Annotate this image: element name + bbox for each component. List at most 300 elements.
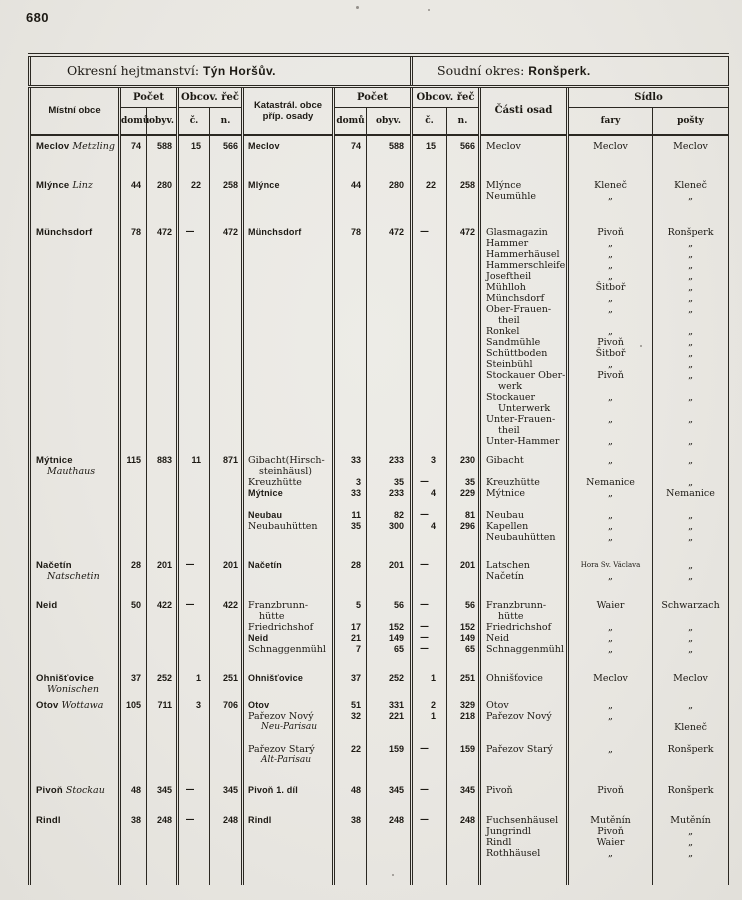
cell-osada-rec-ceska	[412, 695, 447, 780]
num-value	[367, 271, 404, 282]
num-value: 3	[195, 700, 201, 710]
katastral-name-line: Friedrichshof	[248, 622, 314, 633]
num-value	[413, 392, 436, 403]
num-value	[335, 837, 361, 848]
num-value: —	[420, 510, 430, 520]
num-value	[367, 403, 404, 414]
num-value	[447, 326, 475, 337]
num-value: 251	[222, 673, 238, 683]
num-value: 300	[388, 521, 405, 531]
osada-name-line: Unter-Hammer	[486, 436, 560, 447]
fara-line: Hora Sv. Václava	[580, 561, 641, 569]
posta-line: „	[688, 282, 693, 293]
cell-osada-rec-nemecka	[447, 222, 480, 450]
osada-name-line: Načetín	[486, 571, 524, 582]
cell-sidlo-fary	[568, 135, 653, 175]
cell-osada-obyv	[367, 780, 412, 810]
posta-line	[653, 733, 728, 744]
katastral-name-line: Otov	[248, 700, 270, 710]
num-value	[447, 403, 475, 414]
cell-casti-osad	[480, 450, 568, 555]
num-value	[335, 425, 361, 436]
district-hejtmanstvi-cell	[30, 55, 412, 86]
osada-name-line	[486, 755, 565, 766]
cell-osada-domu	[334, 135, 367, 175]
katastral-name-line: Pařezov Starý	[248, 744, 315, 755]
katastral-name-line: Franzbrunn-	[248, 600, 309, 611]
num-value: 15	[190, 141, 201, 151]
posta-line: „	[688, 238, 693, 249]
cell-osada-rec-ceska	[412, 668, 447, 695]
katastral-name-line: Schnaggenmühl	[248, 644, 326, 655]
fara-line: „	[608, 191, 613, 202]
cell-casti-osad	[480, 780, 568, 810]
obec-name-line	[36, 180, 116, 191]
num-value	[413, 191, 436, 202]
cell-obcov-rec-ceska	[178, 668, 210, 695]
cell-obcov-rec-nemecka	[210, 810, 243, 885]
cell-osada-obyv	[367, 810, 412, 885]
num-value	[335, 260, 361, 271]
num-value	[413, 733, 436, 744]
num-value: 871	[222, 455, 238, 465]
num-value: 1	[195, 673, 201, 683]
num-value	[335, 571, 361, 582]
cell-sidlo-posty	[653, 555, 729, 595]
num-value: 37	[130, 673, 141, 683]
cell-pocet-obyv	[147, 222, 178, 450]
posta-line: Ronšperk	[667, 785, 714, 796]
num-value: —	[420, 560, 430, 570]
num-value: 248	[388, 815, 405, 825]
osada-name-line: Rindl	[486, 837, 512, 848]
cell-pocet-domu	[120, 595, 147, 668]
posta-line: „	[688, 633, 693, 644]
num-value: —	[420, 600, 430, 610]
obec-german-line	[36, 466, 116, 477]
katastral-name-line	[248, 326, 331, 337]
num-value	[447, 392, 475, 403]
num-value	[335, 611, 361, 622]
cell-obcov-rec-ceska	[178, 595, 210, 668]
osada-name-line: Kapellen	[486, 521, 529, 532]
num-value	[335, 293, 361, 304]
katastral-name-line	[248, 826, 331, 837]
cell-osada-obyv	[367, 222, 412, 450]
obec-name: Rindl	[36, 815, 61, 826]
fara-line	[569, 611, 652, 622]
cell-casti-osad	[480, 695, 568, 780]
obec-name-line	[36, 673, 116, 684]
osada-name-line	[486, 499, 565, 510]
posta-line: „	[688, 260, 693, 271]
num-value: 201	[459, 560, 476, 570]
num-value: 472	[459, 227, 476, 237]
num-value: 74	[130, 141, 141, 151]
fara-line: „	[608, 571, 613, 582]
num-value	[447, 848, 475, 859]
num-value: 4	[431, 521, 437, 531]
osada-name-line: Hammer	[486, 238, 529, 249]
num-value: —	[185, 600, 195, 610]
obec-name-line	[36, 141, 116, 152]
num-value	[413, 755, 436, 766]
num-value	[413, 826, 436, 837]
num-value	[447, 191, 475, 202]
num-value: 233	[388, 488, 405, 498]
cell-mistni-obce	[30, 810, 120, 885]
num-value	[447, 249, 475, 260]
osada-name-line: Rothhäusel	[486, 848, 541, 859]
cell-osada-domu	[334, 695, 367, 780]
posta-line: „	[688, 532, 693, 543]
num-value	[413, 337, 436, 348]
num-value: 65	[465, 644, 476, 654]
obec-german-name: Linz	[72, 180, 93, 191]
num-value	[367, 837, 404, 848]
katastral-name-line	[248, 414, 331, 425]
num-value	[335, 337, 361, 348]
num-value: 2	[431, 700, 437, 710]
osada-name-line: Kreuzhütte	[486, 477, 540, 488]
num-value: 345	[459, 785, 476, 795]
katastral-name-line: hütte	[259, 611, 285, 622]
num-value: 22	[190, 180, 201, 190]
num-value	[447, 436, 475, 447]
obec-name-line	[36, 560, 116, 571]
fara-line: Šitboř	[595, 348, 626, 359]
posta-line: „	[688, 293, 693, 304]
cell-mistni-obce	[30, 695, 120, 780]
num-value	[413, 348, 436, 359]
num-value	[367, 315, 404, 326]
okresni-hejtmanstvi-label: Okresní hejtmanství:	[67, 63, 200, 79]
num-value	[367, 571, 404, 582]
katastral-name-line	[248, 304, 331, 315]
posta-line	[653, 711, 728, 722]
fara-line: „	[608, 238, 613, 249]
num-value	[335, 348, 361, 359]
cell-osada-rec-ceska	[412, 555, 447, 595]
obec-name-line	[36, 700, 116, 711]
num-value	[413, 571, 436, 582]
cell-obcov-rec-nemecka	[210, 450, 243, 555]
num-value	[413, 304, 436, 315]
cell-mistni-obce	[30, 135, 120, 175]
num-value: 201	[156, 560, 172, 570]
num-value	[447, 348, 475, 359]
osada-name-line: Gibacht	[486, 455, 524, 466]
num-value	[335, 466, 361, 477]
num-value	[413, 315, 436, 326]
num-value: 566	[222, 141, 238, 151]
num-value	[447, 271, 475, 282]
osada-name-line: Stockauer Ober-	[486, 370, 566, 381]
cell-osada-domu	[334, 222, 367, 450]
cell-osada-rec-ceska	[412, 595, 447, 668]
katastral-name-line	[248, 733, 331, 744]
num-value	[367, 425, 404, 436]
cell-osada-domu	[334, 555, 367, 595]
num-value: 233	[388, 455, 405, 465]
num-value	[447, 293, 475, 304]
num-value: 159	[388, 744, 405, 754]
cell-obcov-rec-nemecka	[210, 135, 243, 175]
num-value	[367, 348, 404, 359]
num-value	[367, 326, 404, 337]
fara-line: Pivoň	[597, 227, 624, 238]
num-value: —	[185, 560, 195, 570]
cell-sidlo-posty	[653, 175, 729, 222]
num-value: —	[420, 785, 430, 795]
num-value	[413, 370, 436, 381]
osada-name-line: Glasmagazin	[486, 227, 548, 238]
district-soudni-okres-cell	[412, 55, 729, 86]
cell-pocet-domu	[120, 450, 147, 555]
cell-osada-obyv	[367, 135, 412, 175]
osada-name-line: Otov	[486, 700, 509, 711]
num-value	[447, 359, 475, 370]
cell-osada-rec-ceska	[412, 222, 447, 450]
obec-german-name: Natschetin	[47, 571, 100, 582]
num-value: 38	[130, 815, 141, 825]
cell-pocet-domu	[120, 222, 147, 450]
posta-line: „	[688, 455, 693, 466]
num-value	[367, 359, 404, 370]
katastral-name-line: Alt-Parisau	[261, 755, 312, 765]
cell-osada-rec-ceska	[412, 810, 447, 885]
cell-osada-domu	[334, 175, 367, 222]
posta-line: Kleneč	[674, 180, 707, 191]
fara-line: „	[608, 532, 613, 543]
posta-line: Meclov	[673, 673, 708, 684]
obec-name: Mýtnice	[36, 455, 73, 466]
cell-sidlo-posty	[653, 810, 729, 885]
num-value: 159	[459, 744, 476, 754]
num-value	[413, 425, 436, 436]
fara-line: „	[608, 436, 613, 447]
num-value	[447, 499, 475, 510]
fara-line: „	[608, 510, 613, 521]
num-value: 149	[459, 633, 476, 643]
cell-obcov-rec-nemecka	[210, 668, 243, 695]
cell-obcov-rec-ceska	[178, 810, 210, 885]
col-header-casti-osad: Části osad	[480, 86, 568, 135]
posta-line: „	[688, 359, 693, 370]
osada-name-line: Stockauer	[486, 392, 536, 403]
osada-name-line: Neubau	[486, 510, 524, 521]
posta-line: „	[688, 521, 693, 532]
num-value	[367, 260, 404, 271]
fara-line: Nemanice	[586, 477, 635, 488]
num-value: 566	[459, 141, 476, 151]
katastral-name-line	[248, 359, 331, 370]
osada-name-line: Münchsdorf	[486, 293, 545, 304]
municipality-row	[30, 695, 729, 780]
katastral-name-line	[248, 425, 331, 436]
num-value	[413, 499, 436, 510]
cell-osada-domu	[334, 780, 367, 810]
num-value	[447, 571, 475, 582]
num-value: 5	[355, 600, 361, 610]
num-value: 218	[459, 711, 476, 721]
posta-line: Nemanice	[666, 488, 715, 499]
num-value: 78	[130, 227, 141, 237]
cell-sidlo-posty	[653, 595, 729, 668]
fara-line: Meclov	[593, 673, 628, 684]
cell-pocet-obyv	[147, 555, 178, 595]
cell-katastral-obce	[243, 175, 334, 222]
osada-name-line	[486, 722, 565, 733]
obec-name-line	[36, 815, 116, 826]
num-value	[367, 370, 404, 381]
cell-casti-osad	[480, 135, 568, 175]
num-value	[447, 425, 475, 436]
fara-line	[569, 466, 652, 477]
col-header-domu-2: domů	[334, 107, 367, 135]
num-value: 711	[157, 700, 172, 710]
obec-name: Načetín	[36, 560, 72, 571]
num-value	[367, 249, 404, 260]
num-value	[367, 414, 404, 425]
posta-line: „	[688, 477, 693, 488]
cell-sidlo-posty	[653, 450, 729, 555]
posta-line: „	[688, 848, 693, 859]
cell-osada-rec-nemecka	[447, 780, 480, 810]
fara-line: „	[608, 644, 613, 655]
num-value: 472	[222, 227, 238, 237]
osada-name-line: Jungrindl	[486, 826, 531, 837]
num-value	[335, 381, 361, 392]
osada-name-line: Franzbrunn-	[486, 600, 547, 611]
osada-name-line: Pařezov Starý	[486, 744, 553, 755]
cell-obcov-rec-ceska	[178, 555, 210, 595]
num-value	[447, 611, 475, 622]
num-value	[413, 238, 436, 249]
cell-pocet-obyv	[147, 450, 178, 555]
osada-name-line: Sandmühle	[486, 337, 541, 348]
num-value: 35	[465, 477, 476, 487]
num-value	[367, 826, 404, 837]
num-value: 56	[394, 600, 405, 610]
num-value	[413, 837, 436, 848]
katastral-name-line: Pivoň 1. díl	[248, 785, 298, 795]
cell-katastral-obce	[243, 810, 334, 885]
num-value: 472	[156, 227, 172, 237]
obec-name-line	[36, 455, 116, 466]
num-value	[335, 755, 361, 766]
cell-casti-osad	[480, 810, 568, 885]
num-value	[413, 848, 436, 859]
katastral-name-line: Gibacht(Hirsch-	[248, 455, 325, 466]
katastral-line-1: Katastrál. obce	[253, 99, 323, 111]
num-value	[367, 532, 404, 543]
fara-line: „	[608, 414, 613, 425]
municipality-row	[30, 135, 729, 175]
col-header-fary: fary	[568, 107, 653, 135]
posta-line: „	[688, 326, 693, 337]
num-value	[447, 466, 475, 477]
num-value	[367, 436, 404, 447]
num-value	[367, 848, 404, 859]
cell-katastral-obce	[243, 222, 334, 450]
cell-casti-osad	[480, 595, 568, 668]
cell-mistni-obce	[30, 668, 120, 695]
cell-osada-rec-ceska	[412, 450, 447, 555]
katastral-name-line	[248, 532, 331, 543]
osada-name-line: Mýtnice	[486, 488, 526, 499]
cell-sidlo-posty	[653, 135, 729, 175]
num-value	[413, 611, 436, 622]
num-value: 44	[350, 180, 361, 190]
num-value: 21	[350, 633, 361, 643]
num-value: 35	[394, 477, 405, 487]
scan-speck	[356, 6, 359, 9]
municipality-row	[30, 175, 729, 222]
obec-name-line	[36, 600, 116, 611]
num-value: 78	[350, 227, 361, 237]
col-header-obyv-2: obyv.	[367, 107, 412, 135]
num-value: 32	[350, 711, 361, 721]
katastral-name-line: Neubau	[248, 510, 283, 520]
num-value	[447, 532, 475, 543]
num-value: —	[420, 633, 430, 643]
num-value: —	[420, 477, 430, 487]
osada-name-line: Fuchsenhäusel	[486, 815, 559, 826]
posta-line: „	[688, 414, 693, 425]
katastral-name-line	[248, 249, 331, 260]
col-header-sidlo: Sídlo	[568, 86, 729, 107]
katastral-name-line	[248, 293, 331, 304]
posta-line: Meclov	[673, 141, 708, 152]
osada-name-line: Pařezov Nový	[486, 711, 552, 722]
num-value: 331	[388, 700, 405, 710]
num-value: 296	[459, 521, 476, 531]
municipality-row	[30, 810, 729, 885]
posta-line: „	[688, 370, 693, 381]
num-value: 48	[130, 785, 141, 795]
osada-name-line: Neid	[486, 633, 510, 644]
osada-name-line: Meclov	[486, 141, 521, 152]
num-value: 201	[388, 560, 405, 570]
cell-pocet-domu	[120, 668, 147, 695]
num-value: 152	[388, 622, 405, 632]
fara-line: Mutěnín	[590, 815, 631, 826]
num-value	[367, 755, 404, 766]
num-value	[447, 755, 475, 766]
num-value: —	[420, 744, 430, 754]
num-value	[335, 315, 361, 326]
cell-katastral-obce	[243, 450, 334, 555]
num-value: —	[420, 227, 430, 237]
posta-line: „	[688, 622, 693, 633]
katastral-name-line	[248, 337, 331, 348]
cell-sidlo-fary	[568, 695, 653, 780]
posta-line: „	[688, 249, 693, 260]
posta-line: Mutěnín	[670, 815, 711, 826]
cell-sidlo-fary	[568, 450, 653, 555]
num-value	[335, 826, 361, 837]
katastral-name-line: Pařezov Nový	[248, 711, 314, 722]
num-value: 17	[350, 622, 361, 632]
num-value	[335, 249, 361, 260]
num-value: 37	[350, 673, 361, 683]
num-value	[413, 414, 436, 425]
cell-pocet-obyv	[147, 595, 178, 668]
num-value	[335, 238, 361, 249]
posta-line: „	[688, 271, 693, 282]
num-value	[335, 848, 361, 859]
